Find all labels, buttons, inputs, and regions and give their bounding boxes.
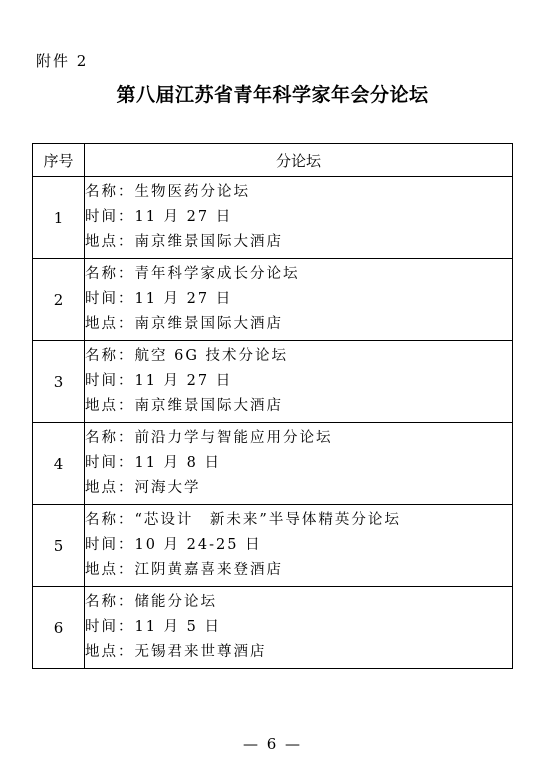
attachment-label: 附件 2: [36, 52, 89, 70]
forum-place: 地点：南京维景国际大酒店: [85, 234, 283, 250]
page-number: — 6 —: [242, 735, 303, 753]
forum-time: 时间：11 月 27 日: [85, 209, 233, 225]
row-number: 3: [33, 341, 85, 423]
table-row: [33, 177, 513, 259]
table-header-row: [33, 144, 513, 177]
table-row: [33, 423, 513, 505]
forum-name: 名称：生物医药分论坛: [85, 184, 250, 200]
table-row: [33, 259, 513, 341]
forum-time: 时间：11 月 8 日: [85, 455, 222, 471]
forum-info: [85, 341, 513, 423]
forum-table: [32, 143, 513, 669]
document-title: 第八届江苏省青年科学家年会分论坛: [116, 84, 429, 106]
forum-time: 时间：11 月 5 日: [85, 619, 222, 635]
forum-place: 地点：无锡君来世尊酒店: [85, 644, 267, 660]
row-number: 4: [33, 423, 85, 505]
row-number: 5: [33, 505, 85, 587]
forum-info: [85, 505, 513, 587]
forum-place: 地点：南京维景国际大酒店: [85, 398, 283, 414]
row-number: 6: [33, 587, 85, 669]
forum-name: 名称：储能分论坛: [85, 594, 217, 610]
forum-time: 时间：11 月 27 日: [85, 291, 233, 307]
forum-name: 名称：航空 6G 技术分论坛: [85, 348, 289, 364]
forum-time: 时间：11 月 27 日: [85, 373, 233, 389]
table-row: [33, 505, 513, 587]
header-number: 序号: [33, 144, 85, 177]
forum-info: [85, 587, 513, 669]
forum-info: [85, 423, 513, 505]
forum-name: 名称：“芯设计 新未来”半导体精英分论坛: [85, 512, 401, 528]
table-row: [33, 341, 513, 423]
table-row: [33, 587, 513, 669]
forum-info: [85, 259, 513, 341]
row-number: 2: [33, 259, 85, 341]
forum-place: 地点：河海大学: [85, 480, 201, 496]
header-forum: 分论坛: [85, 144, 513, 177]
forum-name: 名称：前沿力学与智能应用分论坛: [85, 430, 333, 446]
forum-info: [85, 177, 513, 259]
row-number: 1: [33, 177, 85, 259]
forum-time: 时间：10 月 24-25 日: [85, 537, 262, 553]
forum-place: 地点：江阴黄嘉喜来登酒店: [85, 562, 283, 578]
forum-place: 地点：南京维景国际大酒店: [85, 316, 283, 332]
forum-name: 名称：青年科学家成长分论坛: [85, 266, 300, 282]
